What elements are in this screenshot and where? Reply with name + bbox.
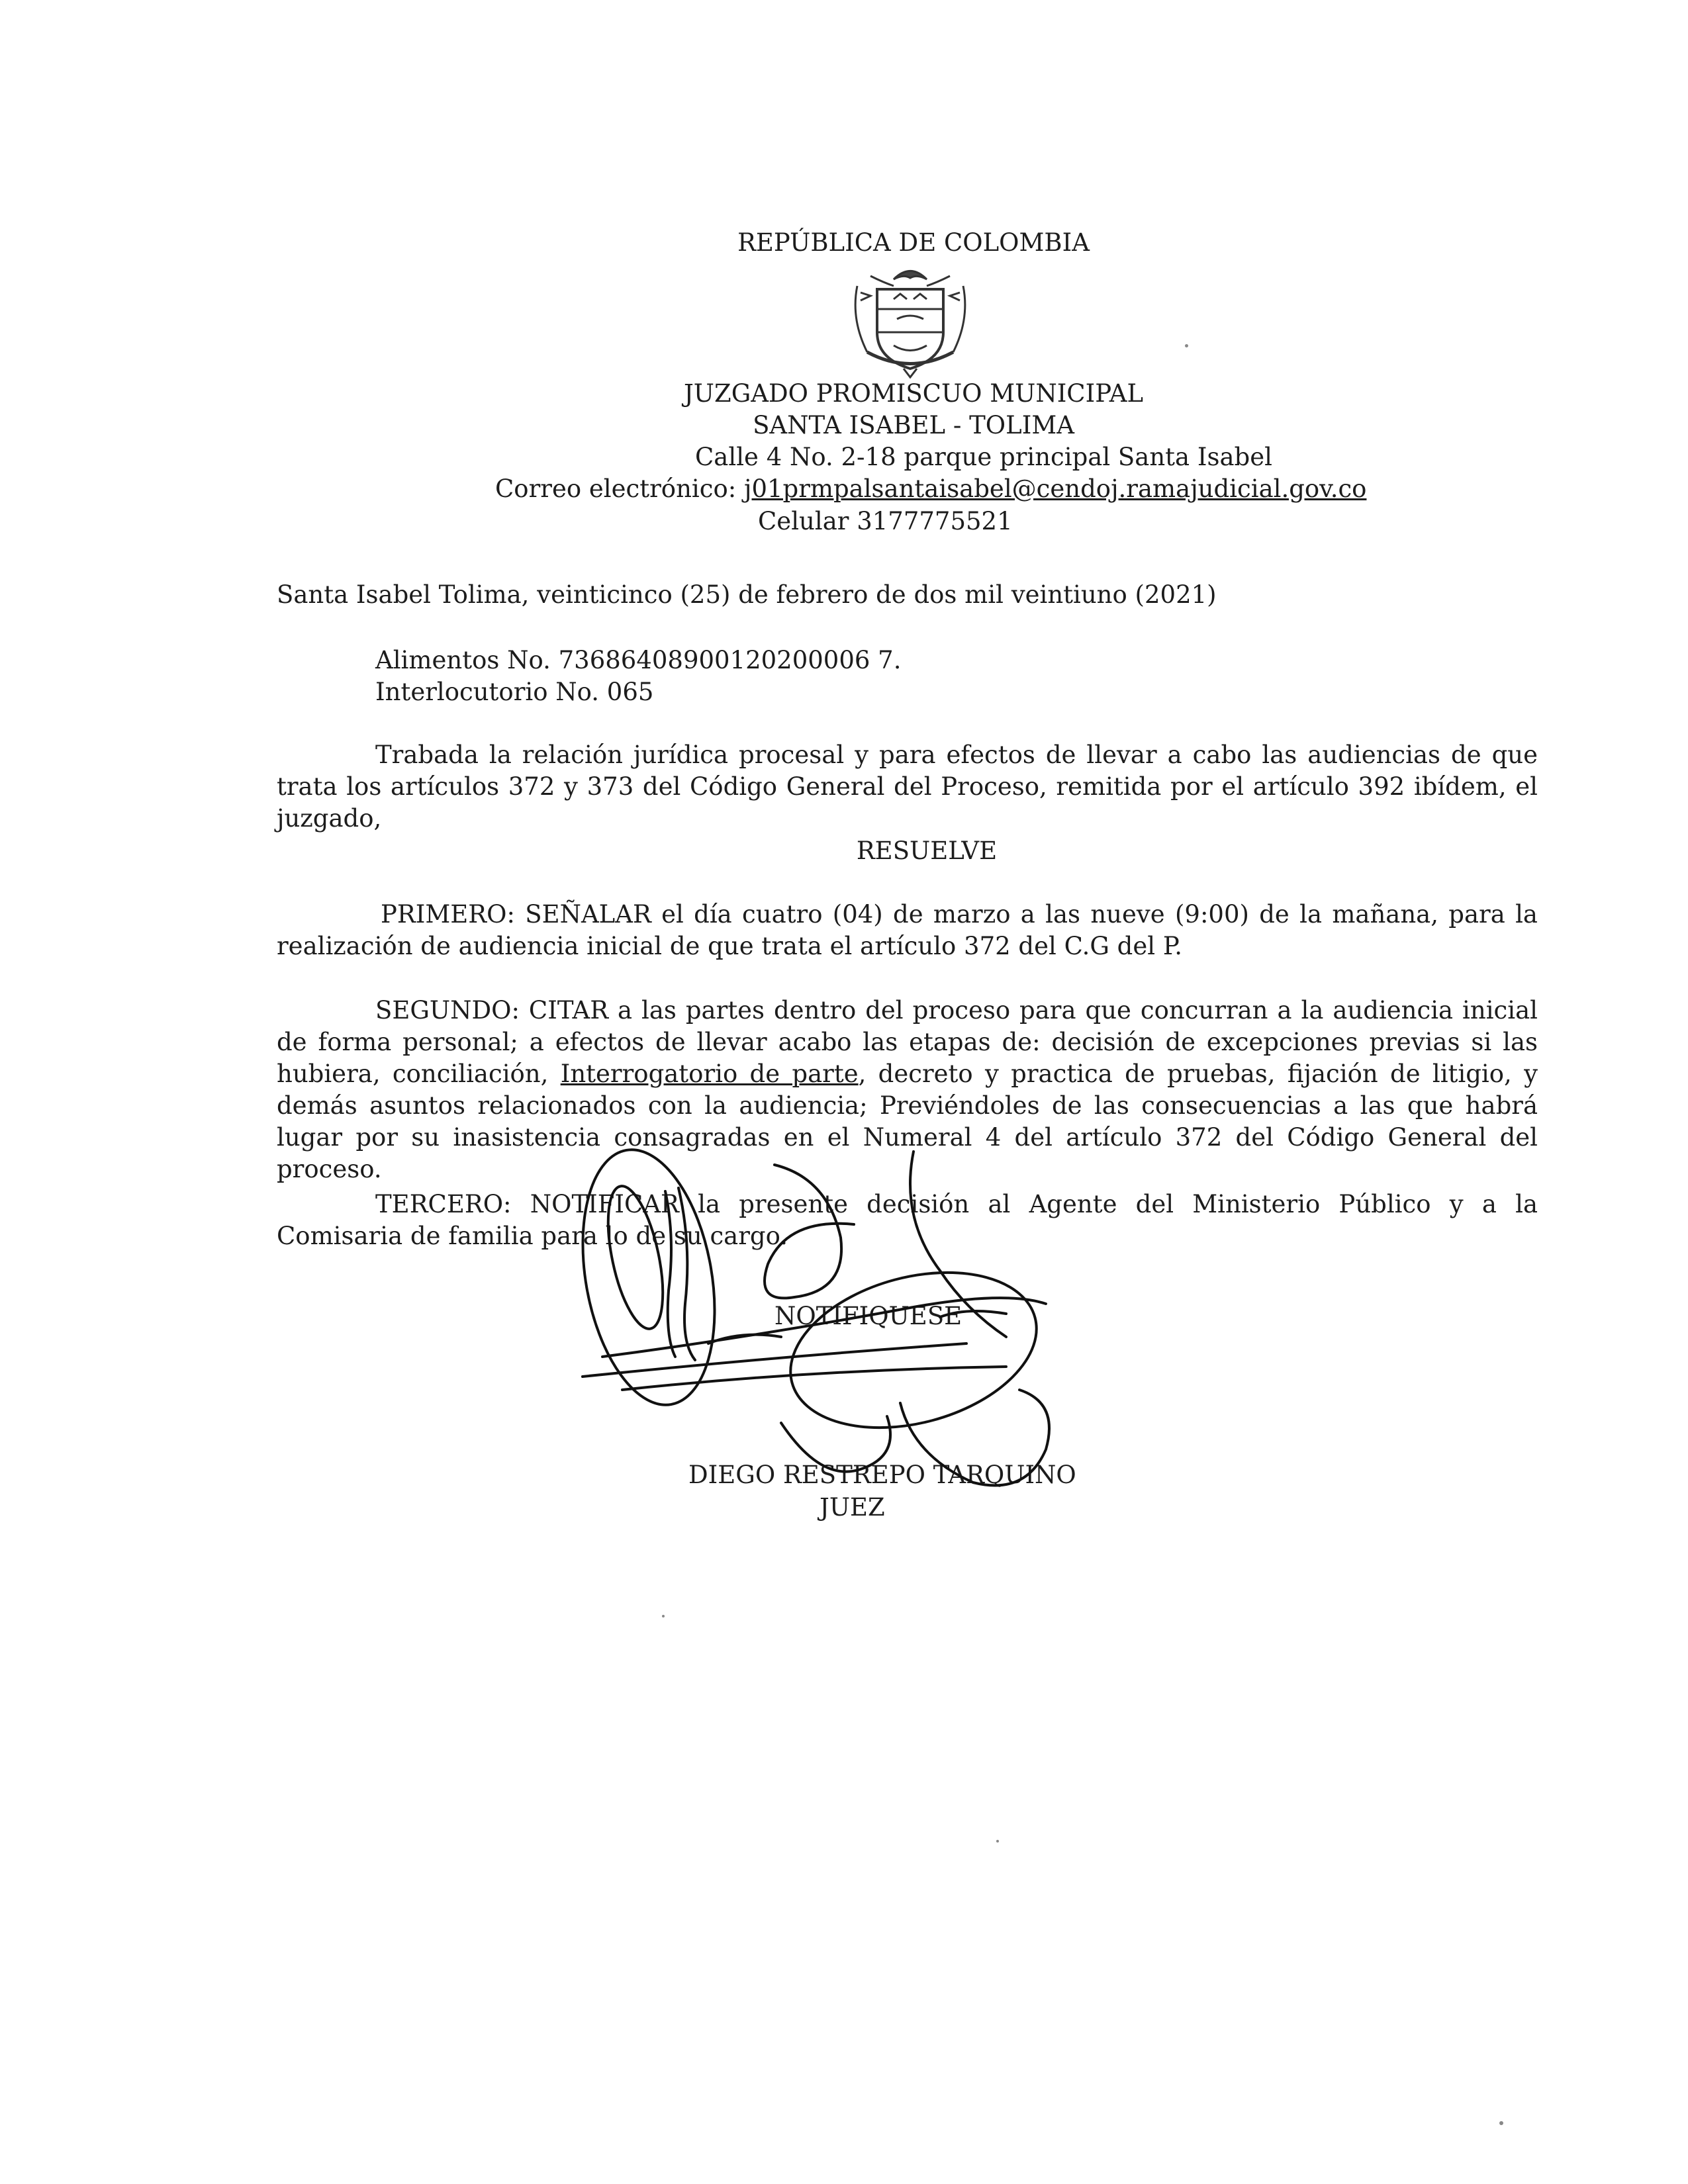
date-line: Santa Isabel Tolima, veinticinco (25) de febrero de dos mil veintiuno (2021): [277, 580, 1217, 609]
court-address: Calle 4 No. 2-18 parque principal Santa Isabel: [695, 443, 1272, 471]
scan-speck: [1499, 2121, 1503, 2125]
coat-of-arms-seal: [831, 259, 990, 379]
segundo-paragraph: [277, 995, 1538, 1185]
scan-speck: [996, 1840, 999, 1843]
email-line: [495, 473, 1366, 505]
interlocutorio-number: Interlocutorio No. 065: [375, 678, 654, 706]
court-name: JUZGADO PROMISCUO MUNICIPAL: [683, 379, 1144, 408]
judge-title: JUEZ: [820, 1493, 885, 1522]
scan-speck: [662, 1615, 665, 1617]
primero-paragraph: PRIMERO: SEÑALAR el día cuatro (04) de marzo a las nueve (9:00) de la mañana, para la realización de audiencia inicial de que trata el artículo 372 del C.G del P.: [277, 900, 1538, 960]
judge-name: DIEGO RESTREPO TARQUINO: [688, 1461, 1076, 1489]
phone-line: Celular 3177775521: [758, 507, 1013, 535]
segundo-text-2: , decreto y practica de pruebas, fijación de litigio, y demás asuntos relacionados con la audiencia; Previéndoles de las consecuencias a las que habrá lugar por su inasistencia consagradas en el Numeral 4 del artículo 372 del Código General del proceso.: [277, 1060, 1538, 1183]
tercero-paragraph: TERCERO: NOTIFICAR la presente decisión al Agente del Ministerio Público y a la Comisaria de familia para lo de su cargo.: [277, 1190, 1538, 1250]
closing-word: NOTIFIQUESE: [774, 1302, 962, 1330]
court-city: SANTA ISABEL - TOLIMA: [753, 411, 1074, 439]
email-label: Correo electrónico:: [495, 475, 744, 503]
intro-paragraph: Trabada la relación jurídica procesal y para efectos de llevar a cabo las audiencias de que trata los artículos 372 y 373 del Código General del Proceso, remitida por el artículo 392 ibídem, el juzgado,: [277, 741, 1538, 833]
resolve-heading: RESUELVE: [856, 837, 998, 865]
country-heading: REPÚBLICA DE COLOMBIA: [737, 228, 1090, 257]
segundo-text-1: SEGUNDO: CITAR a las partes dentro del proceso para que concurran a la audiencia inicial de forma personal; a efectos de llevar acabo las etapas de: decisión de excepciones previas si las hubiera, conciliación,: [277, 996, 1538, 1088]
case-number: Alimentos No. 73686408900120200006 7.: [375, 646, 902, 674]
scan-speck: [1185, 344, 1188, 347]
email-link[interactable]: j01prmpalsantaisabel@cendoj.ramajudicial.gov.co: [743, 475, 1367, 503]
segundo-underlined: Interrogatorio de parte: [560, 1060, 859, 1088]
